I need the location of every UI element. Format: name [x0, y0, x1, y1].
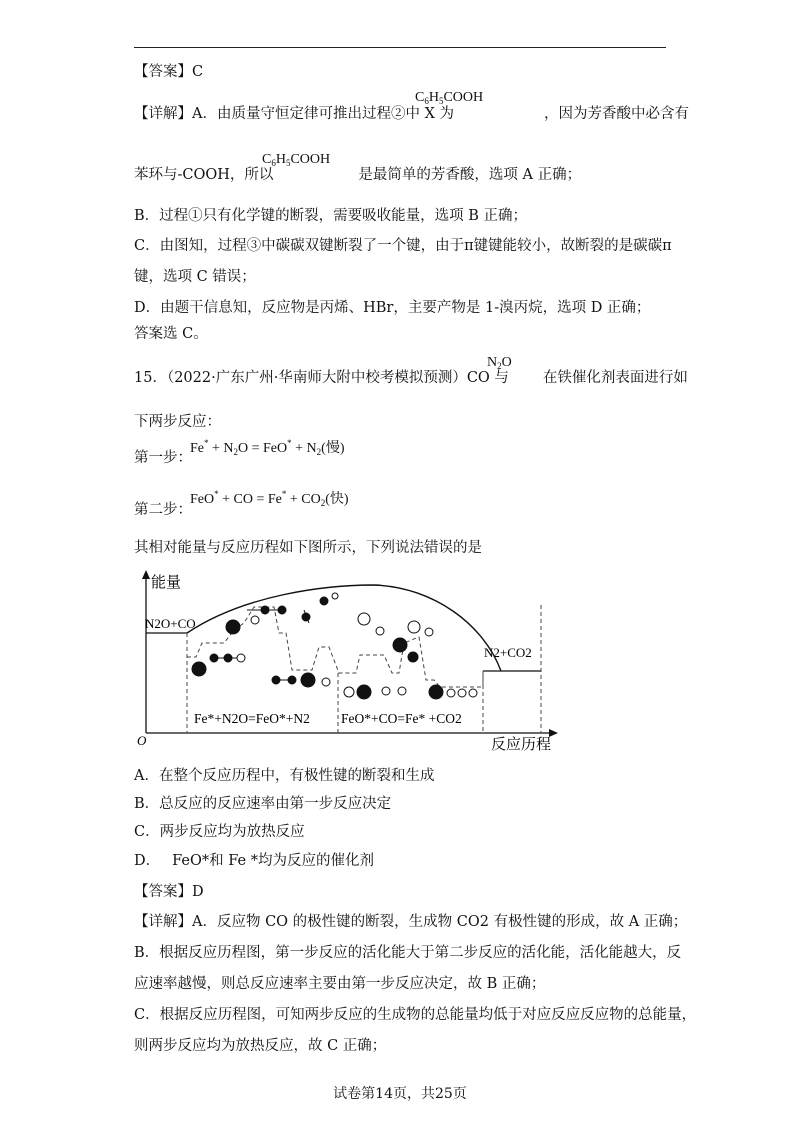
y-axis-label: 能量 — [151, 575, 182, 591]
question-15-stem: 15．（2022·广东广州·华南师大附中校考模拟预测）CO 与 在铁催化剂表面进行如 — [134, 370, 688, 386]
formula-n2o: $N_2O$ — [487, 355, 512, 371]
x-axis-arrow — [549, 729, 558, 737]
step-2-equation-label: FeO*+CO=Fe* +CO2 — [341, 711, 462, 726]
detail-1-a: 【详解】A．由质量守恒定律可推出过程②中 X 为 ，因为芳香酸中必含有 — [134, 106, 690, 122]
step-1: 第一步： — [134, 450, 192, 466]
origin-label: O — [137, 733, 147, 748]
detail-1-b: B．过程①只有化学键的断裂，需要吸收能量，选项 B 正确； — [134, 208, 528, 224]
option-a: A．在整个反应历程中，有极性键的断裂和生成 — [134, 768, 435, 784]
detail-1-conclusion: 答案选 C。 — [134, 326, 208, 342]
page-footer: 试卷第14页，共25页 — [333, 1086, 467, 1102]
detail-1-d: D．由题干信息知，反应物是丙烯、HBr，主要产物是 1-溴丙烷，选项 D 正确； — [134, 300, 651, 316]
detail-1-a-cont: 苯环与-COOH，所以 是最简单的芳香酸，选项 A 正确； — [134, 167, 582, 183]
x-axis-label: 反应历程 — [491, 737, 552, 753]
question-15-stem-cont: 下两步反应： — [134, 414, 221, 430]
reactant-label: N2O+CO — [145, 616, 196, 631]
question-15-prompt: 其相对能量与反应历程如下图所示，下列说法错误的是 — [134, 540, 482, 556]
option-d: D． FeO*和 Fe *均为反应的催化剂 — [134, 853, 374, 869]
detail-2-c: C．根据反应历程图，可知两步反应的生成物的总能量均低于对应反应反应物的总能量， — [134, 1007, 697, 1023]
step-2-equation: FeO* + CO = $Fe^* + CO_2$(快) — [190, 489, 349, 508]
step-1-equation-label: Fe*+N2O=FeO*+N2 — [194, 711, 310, 726]
product-label: N2+CO2 — [484, 645, 532, 660]
header-rule — [134, 47, 666, 48]
formula-c6h5cooh-1: $C_6H_5COOH$ — [415, 90, 484, 106]
detail-1-c: C．由图知，过程③中碳碳双键断裂了一个键，由于π键键能较小，故断裂的是碳碳π — [134, 238, 672, 254]
answer-1: 【答案】C — [134, 64, 204, 80]
detail-1-c-cont: 键，选项 C 错误； — [134, 269, 256, 285]
formula-c6h5cooh-2: $C_6H_5COOH$ — [262, 152, 331, 168]
detail-2-c-cont: 则两步反应均为放热反应，故 C 正确； — [134, 1038, 387, 1054]
answer-2: 【答案】D — [134, 884, 204, 900]
step-1-equation: $Fe^* + N_2O = FeO^* + N_2$(慢) — [190, 438, 345, 457]
step-2: 第二步： — [134, 502, 192, 518]
reaction-pathway — [187, 607, 483, 687]
detail-2-a: 【详解】A．反应物 CO 的极性键的断裂，生成物 CO2 有极性键的形成，故 A 正确； — [134, 914, 688, 930]
detail-2-b: B．根据反应历程图，第一步反应的活化能大于第二步反应的活化能，活化能越大，反 — [134, 945, 682, 961]
y-axis-arrow — [142, 570, 150, 579]
option-c: C．两步反应均为放热反应 — [134, 824, 305, 840]
detail-2-b-cont: 应速率越慢，则总反应速率主要由第一步反应决定，故 B 正确； — [134, 976, 546, 992]
energy-profile-diagram — [134, 565, 564, 755]
option-b: B．总反应的反应速率由第一步反应决定 — [134, 796, 392, 812]
